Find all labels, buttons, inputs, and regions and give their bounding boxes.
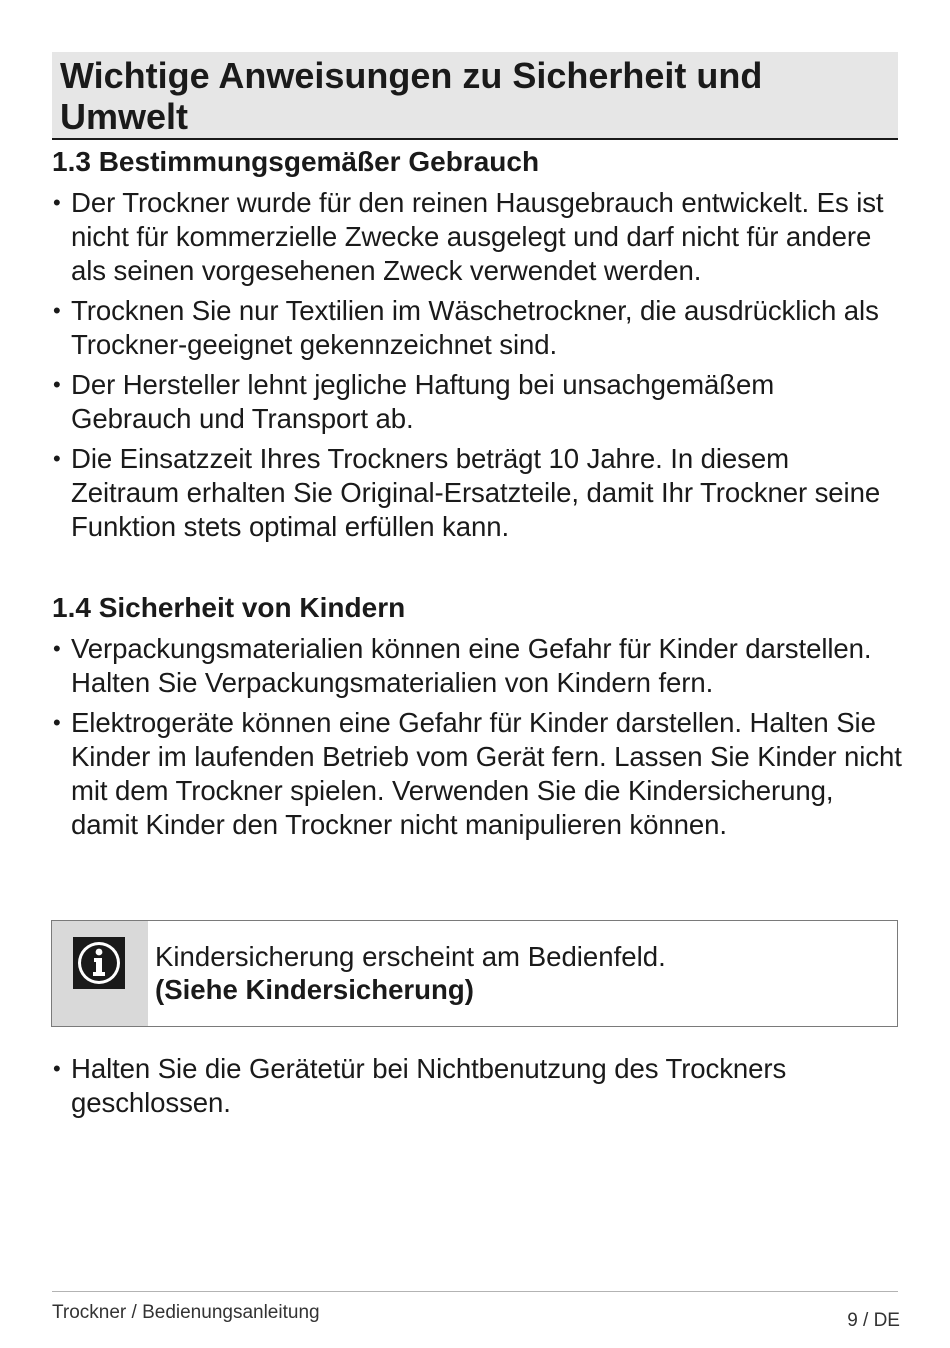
page-title: Wichtige Anweisungen zu Sicherheit und Umwelt <box>60 55 763 137</box>
footer-divider <box>52 1291 898 1292</box>
note-text-line: Kindersicherung erscheint am Bedienfeld. <box>155 941 666 972</box>
bullet-dot: • <box>53 372 61 397</box>
info-note-box <box>51 920 898 1027</box>
bullet-dot: • <box>53 636 61 661</box>
note-icon-column <box>52 921 148 1026</box>
list-item <box>52 186 902 288</box>
list-item <box>52 368 902 436</box>
note-text <box>148 921 666 1026</box>
list-item <box>52 294 902 362</box>
list-item-text: Trocknen Sie nur Textilien im Wäschetrockner, die ausdrücklich als Trockner-geeignet gekennzeichnet sind. <box>71 295 879 360</box>
bullet-dot: • <box>53 190 61 215</box>
footer-page-number: 9 / DE <box>847 1310 900 1331</box>
bullet-dot: • <box>53 446 61 471</box>
list-item <box>52 706 902 842</box>
bullet-dot: • <box>53 1056 61 1081</box>
bullet-dot: • <box>53 298 61 323</box>
bullet-list-1-4 <box>52 632 902 848</box>
section-heading-1-4: 1.4 Sicherheit von Kindern <box>52 592 406 623</box>
list-item-text: Der Hersteller lehnt jegliche Haftung bei unsachgemäßem Gebrauch und Transport ab. <box>71 369 775 434</box>
footer-document-title: Trockner / Bedienungsanleitung <box>52 1302 320 1323</box>
list-item <box>52 632 902 700</box>
list-item-text: Elektrogeräte können eine Gefahr für Kinder darstellen. Halten Sie Kinder im laufenden Betrieb vom Gerät fern. Lassen Sie Kinder nicht mit dem Trockner spielen. Verwenden Sie die Kindersicherung, damit Kinder den Trockner nicht manipulieren können. <box>71 707 902 840</box>
info-icon <box>73 937 125 994</box>
list-item <box>52 1052 902 1120</box>
list-item <box>52 442 902 544</box>
bullet-dot: • <box>53 710 61 735</box>
list-item-text: Halten Sie die Gerätetür bei Nichtbenutzung des Trockners geschlossen. <box>71 1053 787 1118</box>
list-item-text: Verpackungsmaterialien können eine Gefahr für Kinder darstellen. Halten Sie Verpackungsmaterialien von Kindern fern. <box>71 633 872 698</box>
list-item-text: Die Einsatzzeit Ihres Trockners beträgt 10 Jahre. In diesem Zeitraum erhalten Sie Original-Ersatzteile, damit Ihr Trockner seine Funktion stets optimal erfüllen kann. <box>71 443 881 542</box>
title-box <box>52 52 898 140</box>
bullet-list-1-3 <box>52 186 902 550</box>
list-item-text: Der Trockner wurde für den reinen Hausgebrauch entwickelt. Es ist nicht für kommerzielle Zwecke ausgelegt und darf nicht für andere als seinen vorgesehenen Zweck verwendet werden. <box>71 187 884 286</box>
section-heading-1-3: 1.3 Bestimmungsgemäßer Gebrauch <box>52 146 540 177</box>
note-reference: (Siehe Kindersicherung) <box>155 974 474 1005</box>
bullet-list-after-note <box>52 1052 902 1126</box>
